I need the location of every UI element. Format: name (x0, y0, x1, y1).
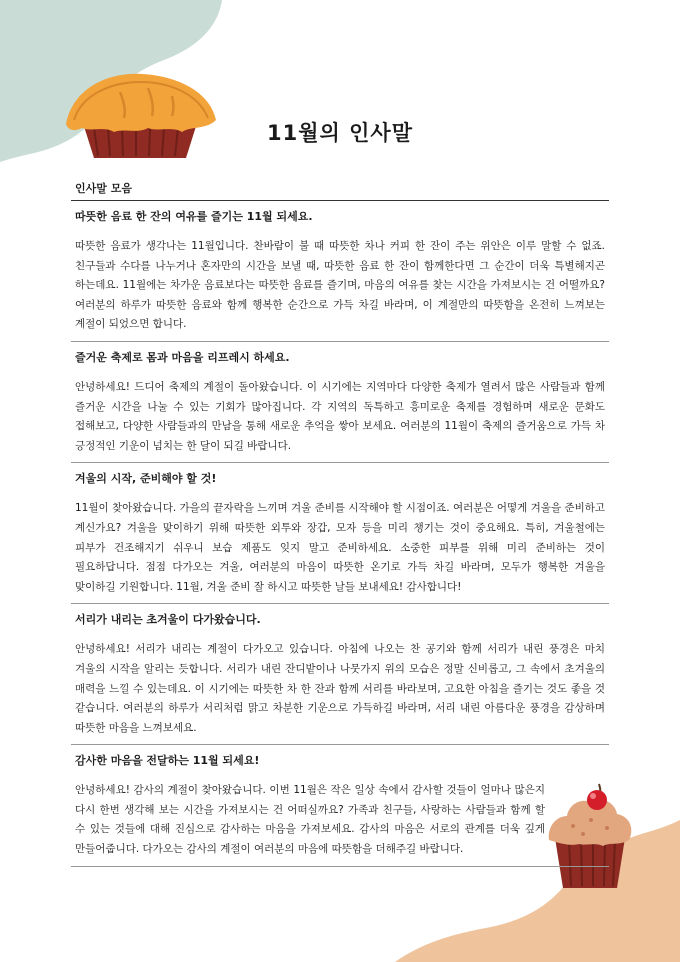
section-heading: 따뜻한 음료 한 잔의 여유를 즐기는 11월 되세요. (75, 210, 313, 223)
section-body: 안녕하세요! 감사의 계절이 찾아왔습니다. 이번 11월은 작은 일상 속에서 감사할 것들이 얼마나 많은지 다시 한번 생각해 보는 시간을 가져보시는 건 어떠실까요? 가족과 친구들, 사랑하는 사람들과 함께 할 수 있는 것들에 대해 진심으로 감사하는 마음을 가져보세요. 감사의 마음은 서로의 관계를 더욱 깊게 만들어줍니다. 다가오는 감사의 계절이 여러분의 마음에 따뜻함을 더해주길 바랍니다. (75, 784, 545, 856)
section-body: 안녕하세요! 드디어 축제의 계절이 돌아왔습니다. 이 시기에는 지역마다 다양한 축제가 열려서 많은 사람들과 함께 즐거운 시간을 나눌 수 있는 기회가 많아집니다. 각 지역의 독특하고 흥미로운 축제를 경험하며 새로운 문화도 접해보고, 다양한 사람들과의 만남을 통해 새로운 추억을 쌓아 보세요. 여러분의 11월이 축제의 즐거움으로 가득 차 긍정적인 기운이 넘치는 한 달이 되길 바랍니다. (75, 380, 605, 452)
section-heading: 감사한 마음을 전달하는 11월 되세요! (75, 754, 260, 768)
section-heading: 즐거운 축제로 몸과 마음을 리프레시 하세요. (75, 350, 290, 364)
greeting-section-1 (71, 201, 609, 342)
greeting-section-3 (71, 463, 609, 604)
greeting-section-5 (71, 745, 609, 866)
greetings-content (71, 180, 609, 867)
section-body: 11월이 찾아왔습니다. 가을의 끝자락을 느끼며 겨울 준비를 시작해야 할 시점이죠. 여러분은 어떻게 겨울을 준비하고 계신가요? 겨울을 맞이하기 위해 따뜻한 외투와 장갑, 모자 등을 미리 챙기는 것이 중요해요. 특히, 겨울철에는 피부가 건조해지기 쉬우니 보습 제품도 잊지 말고 준비하세요. 소중한 피부를 위해 미리 준비하는 것이 필요하답니다. 점점 다가오는 겨울, 여러분의 마음이 따뜻한 온기로 가득 차길 바라며, 모두가 행복한 겨울을 맞이하길 기원합니다. 11월, 겨울 준비 잘 하시고 따뜻한 날들 보내세요! 감사합니다! (75, 502, 606, 593)
list-title: 인사말 모음 (75, 182, 132, 195)
page-title: 11월의 인사말 (267, 121, 413, 145)
greeting-section-4 (71, 604, 609, 745)
section-heading: 서리가 내리는 초겨울이 다가왔습니다. (75, 613, 261, 627)
section-body: 따뜻한 음료가 생각나는 11월입니다. 찬바람이 불 때 따뜻한 차나 커피 한 잔이 주는 위안은 이루 말할 수 없죠. 친구들과 수다를 나누거나 혼자만의 시간을 보낼 때, 따뜻한 음료 한 잔이 함께한다면 그 순간이 더욱 특별해지곤 하는데요. 11월에는 차가운 음료보다는 따뜻한 음료를 즐기며, 마음의 여유를 찾는 시간을 가져보시는 건 어떨까요? 여러분의 하루가 따뜻한 음료와 함께 행복한 순간으로 가득 차길 바라며, 이 계절만의 따뜻함을 온전히 느껴보는 계절이 되었으면 합니다. (75, 240, 605, 331)
section-body: 안녕하세요! 서리가 내리는 계절이 다가오고 있습니다. 아침에 나오는 찬 공기와 함께 서리가 내린 풍경은 마치 겨울의 시작을 알리는 듯합니다. 서리가 내린 잔디밭이나 나뭇가지 위의 모습은 정말 신비롭고, 그 속에서 초겨울의 매력을 느낄 수 있는데요. 이 시기에는 따뜻한 차 한 잔과 함께 서리를 바라보며, 고요한 아침을 즐기는 것도 좋을 것 같습니다. 여러분의 하루가 서리처럼 맑고 차분한 기운으로 가득하길 바라며, 서리 내린 아름다운 풍경을 감상하며 따뜻한 마음을 느껴보세요. (75, 643, 605, 734)
greeting-section-2 (71, 342, 609, 463)
section-heading: 겨울의 시작, 준비해야 할 것! (75, 472, 217, 486)
